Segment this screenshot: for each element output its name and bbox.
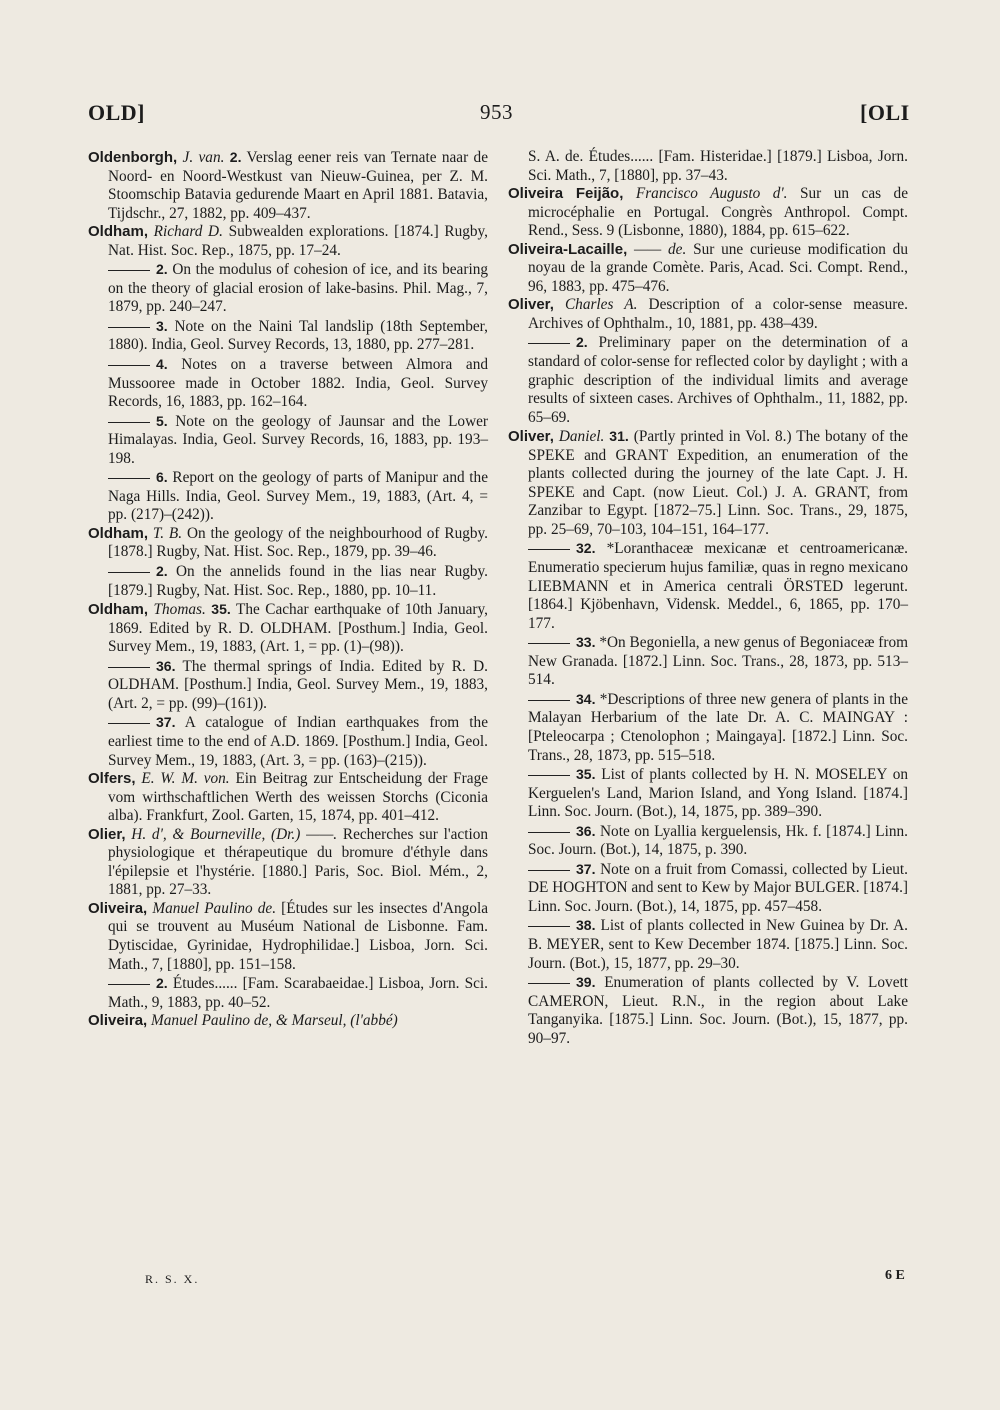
author-name: Oldenborgh, [88,149,178,166]
author-entry [508,427,908,539]
signature-mark: R. S. X. [145,1272,200,1286]
sheet-mark: 6 E [885,1268,905,1283]
bibliography-entry [88,412,488,469]
author-entry [88,826,488,900]
bibliography-entry [88,562,488,600]
bibliography-entry [88,974,488,1012]
bibliography-entry [508,916,908,973]
author-name: Oliveira, [88,1012,148,1030]
author-entry [88,1012,488,1031]
author-forenames: T. B. [148,524,183,542]
author-name: Oliver, [508,296,554,314]
author-name: Oldham, [88,524,149,542]
entry-text: Subwealden explorations. [1874.] Rugby, Nat. Hist. Soc. Rep., 1875, pp. 17–24. [108,223,488,259]
author-forenames: Charles A. [553,296,638,314]
ditto-dash [528,832,570,833]
entry-text: Note on the geology of Jaunsar and the Lower Himalayas. India, Geol. Survey Records, 16, 1883, pp. 193–198. [108,412,488,467]
author-name: Oliveira-Lacaille, [508,240,628,258]
ditto-dash [528,926,570,927]
ditto-dash [108,984,150,985]
bibliography-entry [88,468,488,525]
bibliography-entry [508,765,908,822]
entry-text: Sur un cas de microcéphalie en Portugal. Congrès Anthropol. Compt. Rend., Sess. 9 (Lisbonne, 1880), 1884, pp. 615–622. [528,185,908,240]
entry-number: 37. [576,860,596,877]
author-entry [88,770,488,826]
ditto-dash [528,983,570,984]
entry-text: The Cachar earthquake of 10th January, 1869. Edited by R. D. OLDHAM. [Posthum.] India, Geol. Survey Mem., 19, 1883, (Art. 1, = pp. (1)–(98)). [108,601,488,656]
entry-number: 3. [156,317,168,334]
entry-text: On the annelids found in the lias near Rugby. [1879.] Rugby, Nat. Hist. Soc. Rep., 1880, pp. 10–11. [108,563,488,599]
bibliography-entry [508,860,908,917]
entry-number: 2. [576,334,588,351]
entry-text: Note on Lyallia kerguelensis, Hk. f. [1874.] Linn. Soc. Journ. (Bot.), 14, 1875, p. 390. [528,822,908,859]
entry-text: On the modulus of cohesion of ice, and its bearing on the theory of glacial erosion of lake-basins. Phil. Mag., 7, 1879, pp. 240–247. [108,261,488,316]
entry-number: 39. [576,974,596,991]
entry-number: 33. [576,634,596,651]
author-name: Olier, [88,825,126,843]
author-entry [508,185,908,241]
entry-text: Notes on a traverse between Almora and Mussooree made in October 1882. India, Geol. Survey Records, 16, 1883, pp. 162–164. [108,356,488,411]
ditto-dash [108,667,150,668]
bibliography-entry [508,973,908,1048]
author-name: Olfers, [88,770,136,788]
entry-number: 36. [156,657,176,674]
ditto-dash [108,270,150,271]
entry-text: Recherches sur l'action physiologique et thérapeutique du bromure d'éthyle dans l'épilepsie et l'hystérie. [1880.] Paris, Soc. Biol. Mém., 2, 1881, pp. 27–33. [108,825,488,899]
entry-number: 2. [229,149,242,165]
ditto-dash [528,775,570,776]
entry-text: Études...... [Fam. Scarabaeidae.] Lisboa, Jorn. Sci. Math., 9, 1883, pp. 40–52. [108,975,488,1011]
ditto-dash [108,422,150,423]
bibliography-entry [88,713,488,770]
author-forenames: Richard D. [148,223,223,241]
entry-number: 37. [156,714,176,731]
entry-text: (Partly printed in Vol. 8.) The botany of the SPEKE and GRANT Expedition, an enumeration of the plants collected during the journey of the late Capt. J. H. SPEKE and Capt. (now Lieut. Col.) J. A. GRANT, from Zanzibar to Egypt. [1872–75.] Linn. Soc. Trans., 29, 1875, pp. 25–69, 70–103, 104–151, 164–177. [528,428,909,538]
entry-number: 34. [576,690,596,707]
entry-number: 5. [156,412,168,429]
author-entry [88,900,488,974]
author-forenames: E. W. M. von. [135,770,230,788]
entry-text: On the geology of the neighbourhood of Rugby. [1878.] Rugby, Nat. Hist. Soc. Rep., 1879, pp. 39–46. [108,524,488,561]
entry-number: 35. [211,601,231,618]
author-forenames: —— de. [627,240,687,258]
entry-text: A catalogue of Indian earthquakes from the earliest time to the end of A.D. 1869. [Posthum.] India, Geol. Survey Mem., 19, 1883, (Art. 3, = pp. (163)–(215)). [108,714,488,769]
author-entry [88,223,488,260]
author-forenames: J. van. [177,149,225,166]
ditto-dash [528,343,570,344]
entry-text: Enumeration of plants collected by V. Lovett CAMERON, Lieut. R.N., in the region about Lake Tanganyika. [1875.] Linn. Soc. Journ. (Bot.), 15, 1877, pp. 90–97. [528,974,908,1047]
bibliography-entry [508,333,908,427]
running-head-right: [OLI [860,100,910,125]
bibliography-entry [508,633,908,690]
entry-number: 36. [576,822,596,839]
author-name: Oliver, [508,428,554,446]
ditto-dash [108,327,150,328]
author-entry [508,296,908,333]
author-name: Oliveira Feijão, [508,185,624,203]
entry-text: Description of a color-sense measure. Archives of Ophthalm., 10, 1881, pp. 438–439. [528,296,908,332]
entry-text: Verslag eener reis van Ternate naar de Noord- en Noord-Westkust van Nieuw-Guinea, per Z. M. Stoomschip Batavia gedurende Maart en April 1881. Batavia, Tijdschr., 27, 1882, pp. 409–437. [108,149,488,222]
bibliography-entry [88,317,488,355]
entry-number: 32. [576,540,596,557]
ditto-dash [528,643,570,644]
author-entry [508,241,908,297]
author-forenames: Thomas. [148,601,206,619]
ditto-dash [108,365,150,366]
entry-number: 35. [576,766,596,783]
entry-number: 2. [156,975,168,992]
entry-number: 2. [156,261,168,278]
entry-number: 2. [156,563,168,580]
author-name: Oliveira, [88,899,148,917]
entry-text: S. A. de. Études...... [Fam. Histeridae.] [1879.] Lisboa, Jorn. Sci. Math., 7, [1880], pp. 37–43. [528,148,908,184]
entry-text: Preliminary paper on the determination of a standard of color-sense for reflected color by daylight ; with a graphic description of the individual limits and average results of sixteen cases. Archives of Ophthalm., 11, 1882, pp. 65–69. [528,334,908,426]
author-entry [88,525,488,562]
author-forenames: Manuel Paulino de. [147,899,277,917]
entry-text: Report on the geology of parts of Manipur and the Naga Hills. India, Geol. Survey Mem., 19, 1883, (Art. 4, = pp. (217)–(242)). [108,469,488,524]
entry-number: 4. [156,356,168,373]
entry-number: 6. [156,469,168,486]
bibliography-entry [88,657,488,714]
author-name: Oldham, [88,601,149,619]
page-number: 953 [480,100,513,124]
entry-text: Sur une curieuse modification du noyau de la grande Comète. Paris, Acad. Sci. Compt. Rend., 96, 1883, pp. 475–476. [528,240,908,295]
ditto-dash [528,870,570,871]
author-forenames: H. d', & Bourneville, (Dr.) ——. [125,825,338,843]
author-forenames: Manuel Paulino de, & Marseul, (l'abbé) [147,1012,398,1030]
running-head-left: OLD] [88,100,145,125]
bibliography-entry [508,690,908,765]
bibliography-entry [88,260,488,317]
author-forenames: Daniel. [553,428,605,446]
ditto-dash [108,572,150,573]
entry-text: [Études sur les insectes d'Angola qui se trouvent au Muséum National de Lisbonne. Fam. Dytiscidae, Gyrinidae, Hydrophilidae.] Lisboa, Jorn. Sci. Math., 7, [1880], pp. 151–158. [108,899,488,973]
author-forenames: Francisco Augusto d'. [623,185,788,203]
left-column [88,148,488,1031]
right-column [508,148,908,1048]
ditto-dash [528,700,570,701]
entry-text: *Descriptions of three new genera of plants in the Malayan Herbarium of the late Dr. A. C. MAINGAY : [Pteleocarpa ; Ctenolophon ; Maingaya]. [1872.] Linn. Soc. Trans., 28, 1873, pp. 515–518. [528,690,908,764]
entry-text: Ein Beitrag zur Entscheidung der Frage vom wirthschaftlichen Werth des weissen Storchs (Ciconia alba). Frankfurt, Zool. Garten, 15, 1874, pp. 401–412. [108,770,489,825]
ditto-dash [108,478,150,479]
entry-text: *Loranthaceæ mexicanæ et centroamericanæ. Enumeratio specierum hujus familiæ, quas in regno mexicano LIEBMANN et in America centrali ÖRSTED legerunt. [1864.] Kjöbenhavn, Vidensk. Meddel., 6, 1865, pp. 170–177. [528,540,908,632]
entry-number: 31. [609,428,629,445]
author-entry [88,600,488,657]
entry-text: Note on the Naini Tal landslip (18th September, 1880). India, Geol. Survey Records, 13, 1880, pp. 277–281. [108,317,488,354]
ditto-dash [108,723,150,724]
author-name: Oldham, [88,223,149,241]
entry-text: Note on a fruit from Comassi, collected by Lieut. DE HOGHTON and sent to Kew by Major BULGER. [1874.] Linn. Soc. Journ. (Bot.), 14, 1875, pp. 457–458. [528,860,908,915]
bibliography-entry-continuation [508,148,908,185]
ditto-dash [528,549,570,550]
entry-text: *On Begoniella, a new genus of Begoniaceæ from New Granada. [1872.] Linn. Soc. Trans., 28, 1873, pp. 513–514. [528,634,908,689]
entry-number: 38. [576,917,596,934]
bibliography-entry [508,822,908,860]
entry-text: List of plants collected in New Guinea by Dr. A. B. MEYER, sent to Kew December 1874. [1875.] Linn. Soc. Journ. (Bot.), 15, 1877, pp. 29–30. [528,917,908,972]
entry-text: List of plants collected by H. N. MOSELEY on Kerguelen's Land, Marion Island, and Yong Island. [1874.] Linn. Soc. Journ. (Bot.), 14, 1875, pp. 389–390. [528,766,908,821]
bibliography-entry [88,355,488,412]
bibliography-entry [508,539,908,633]
entry-text: The thermal springs of India. Edited by R. D. OLDHAM. [Posthum.] India, Geol. Survey Mem., 19, 1883, (Art. 2, = pp. (99)–(161)). [108,657,488,712]
author-entry [88,148,488,223]
